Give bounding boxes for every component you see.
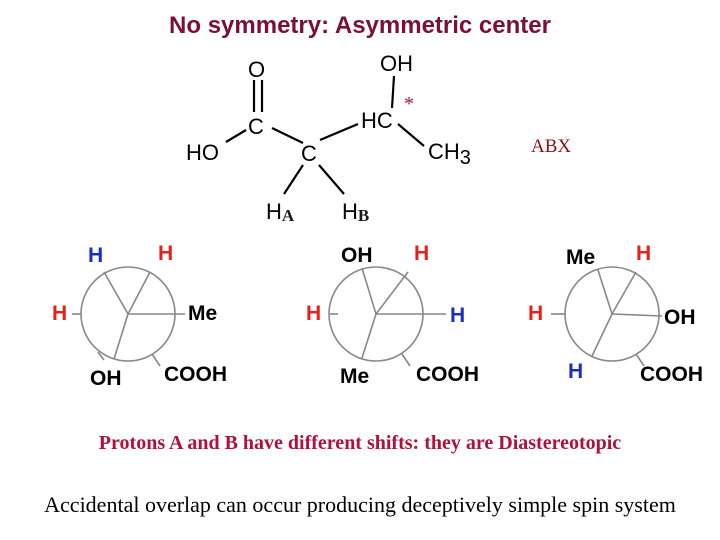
newman-projection-1 — [52, 242, 227, 390]
diastereotopic-caption: Protons A and B have different shifts: they are Diastereotopic — [98, 432, 622, 454]
atom-c-ch2: C — [301, 141, 317, 166]
overlap-caption: Accidental overlap can occur producing deceptively simple spin system — [44, 492, 676, 517]
newman2-top-left: OH — [341, 244, 373, 267]
newman2-bottom-left: Me — [340, 365, 370, 388]
newman1-right: Me — [188, 302, 218, 325]
newman1-top-right: H — [158, 242, 174, 265]
page-title: No symmetry: Asymmetric center — [169, 12, 551, 39]
newman2-bottom-right: COOH — [416, 363, 479, 386]
spin-system-label: ABX — [531, 136, 572, 157]
atom-hc: HC — [361, 108, 393, 133]
newman2-right: H — [450, 304, 466, 327]
atom-hb: HB — [342, 199, 370, 225]
newman2-left: H — [306, 302, 322, 325]
atom-o-carbonyl: O — [248, 57, 266, 82]
newman3-top-right: H — [636, 242, 652, 265]
newman1-bottom-right: COOH — [164, 363, 227, 386]
atom-ho: HO — [186, 140, 219, 165]
atom-oh: OH — [380, 51, 413, 76]
newman3-top-left: Me — [566, 246, 596, 269]
atom-c-acid: C — [248, 114, 264, 139]
atom-ch3: CH3 — [428, 139, 471, 169]
asymmetric-center-star: * — [404, 93, 414, 115]
atom-ha: HA — [266, 199, 295, 225]
newman3-right: OH — [664, 306, 696, 329]
newman1-left: H — [52, 302, 68, 325]
newman-projection-3 — [528, 242, 703, 386]
newman-projection-2 — [306, 242, 479, 388]
newman1-bottom-left: OH — [90, 367, 122, 390]
newman3-bottom-right: COOH — [640, 363, 703, 386]
newman2-top-right: H — [414, 242, 430, 265]
newman3-bottom-left: H — [568, 360, 584, 383]
newman3-left: H — [528, 302, 544, 325]
newman1-top-left: H — [88, 244, 104, 267]
